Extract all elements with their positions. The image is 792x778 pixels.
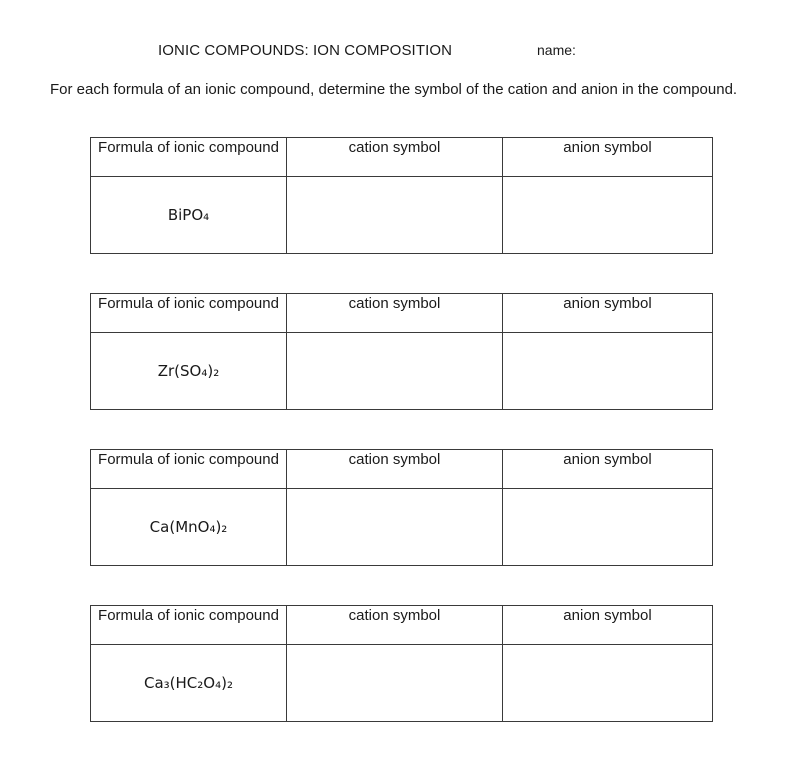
cation-answer-cell[interactable] [287,645,503,722]
anion-answer-cell[interactable] [503,333,713,410]
table-row [91,177,713,254]
cation-column-header: cation symbol [287,450,503,489]
cation-column-header: cation symbol [287,606,503,645]
name-label: name: [537,42,576,58]
table-header-row [91,294,713,333]
formula-column-header: Formula of ionic compound [91,606,287,645]
compound-table-4 [90,605,713,722]
anion-column-header: anion symbol [503,294,713,333]
instructions-text: For each formula of an ionic compound, determine the symbol of the cation and anion in the compound. [50,81,738,98]
anion-column-header: anion symbol [503,450,713,489]
cation-answer-cell[interactable] [287,333,503,410]
compound-table-3 [90,449,713,566]
formula-column-header: Formula of ionic compound [91,138,287,177]
formula-column-header: Formula of ionic compound [91,450,287,489]
table-row [91,333,713,410]
cation-answer-cell[interactable] [287,489,503,566]
cation-column-header: cation symbol [287,294,503,333]
compound-formula: Ca(MnO₄)₂ [91,489,287,566]
compound-table-2 [90,293,713,410]
anion-column-header: anion symbol [503,138,713,177]
table-header-row [91,450,713,489]
formula-column-header: Formula of ionic compound [91,294,287,333]
cation-answer-cell[interactable] [287,177,503,254]
worksheet-title: IONIC COMPOUNDS: ION COMPOSITION [158,42,453,59]
compound-formula: BiPO₄ [91,177,287,254]
anion-answer-cell[interactable] [503,645,713,722]
compound-formula: Ca₃(HC₂O₄)₂ [91,645,287,722]
compound-table-1 [90,137,713,254]
table-header-row [91,606,713,645]
table-row [91,489,713,566]
table-row [91,645,713,722]
anion-column-header: anion symbol [503,606,713,645]
table-header-row [91,138,713,177]
anion-answer-cell[interactable] [503,177,713,254]
cation-column-header: cation symbol [287,138,503,177]
compound-formula: Zr(SO₄)₂ [91,333,287,410]
anion-answer-cell[interactable] [503,489,713,566]
header [0,42,792,62]
